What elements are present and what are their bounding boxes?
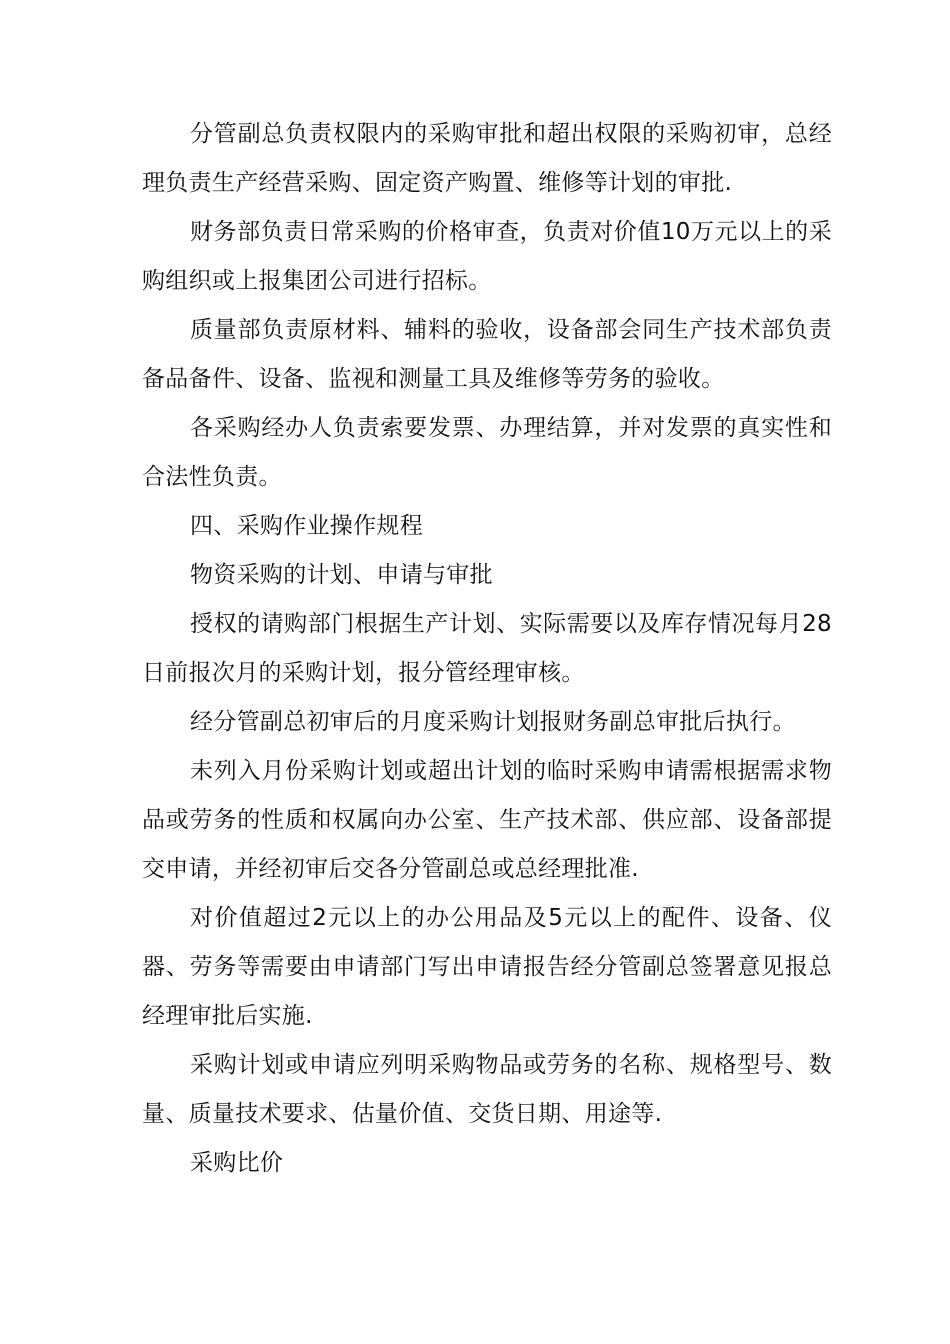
- subheading-price-comparison: 采购比价: [190, 1150, 284, 1176]
- paragraph-quality-acceptance: 质量部负责原材料、辅料的验收，设备部会同生产技术部负责备品备件、设备、监视和测量工具及维修等劳务的验收。: [142, 317, 832, 392]
- paragraph-finance-review: 财务部负责日常采购的价格审查，负责对价值10万元以上的采购组织或上报集团公司进行招标。: [142, 219, 832, 294]
- paragraph-monthly-approval: 经分管副总初审后的月度采购计划报财务副总审批后执行。: [190, 709, 796, 735]
- section-heading-procedures: 四、采购作业操作规程: [190, 513, 423, 539]
- paragraph-temporary-purchase: 未列入月份采购计划或超出计划的临时采购申请需根据需求物品或劳务的性质和权属向办公室、生产技术部、供应部、设备部提交申请，并经初审后交各分管副总或总经理批准.: [142, 758, 832, 882]
- paragraph-approval-authority: 分管副总负责权限内的采购审批和超出权限的采购初审，总经理负责生产经营采购、固定资产购置、维修等计划的审批.: [142, 121, 832, 196]
- paragraph-monthly-plan: 授权的请购部门根据生产计划、实际需要以及库存情况每月28日前报次月的采购计划，报分管经理审核。: [142, 611, 832, 686]
- paragraph-invoice-responsibility: 各采购经办人负责索要发票、办理结算，并对发票的真实性和合法性负责。: [142, 415, 832, 490]
- subheading-plan-application: 物资采购的计划、申请与审批: [190, 562, 493, 588]
- paragraph-value-threshold: 对价值超过2元以上的办公用品及5元以上的配件、设备、仪器、劳务等需要由申请部门写出申请报告经分管副总签署意见报总经理审批后实施.: [142, 905, 832, 1029]
- paragraph-plan-contents: 采购计划或申请应列明采购物品或劳务的名称、规格型号、数量、质量技术要求、估量价值、交货日期、用途等.: [142, 1052, 832, 1127]
- document-body: [142, 110, 832, 1188]
